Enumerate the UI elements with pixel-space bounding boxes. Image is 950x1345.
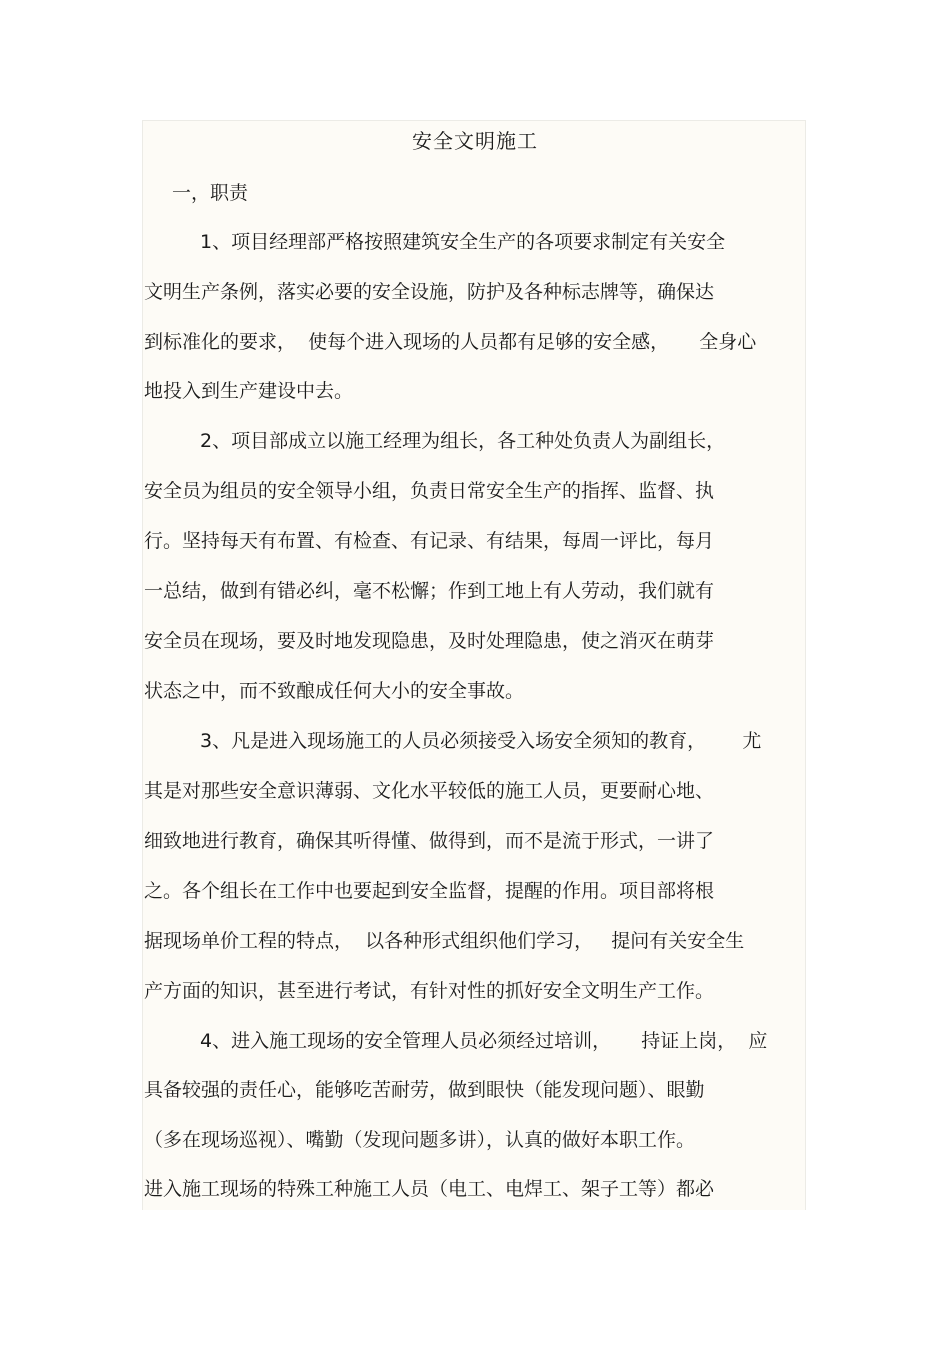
paragraph-line: 据现场单价工程的特点， 以各种形式组织他们学习， 提问有关安全生	[144, 930, 745, 952]
paragraph-line: 状态之中，而不致酿成任何大小的安全事故。	[144, 680, 525, 702]
paragraph-line: 到标准化的要求， 使每个进入现场的人员都有足够的安全感， 全身心	[144, 331, 757, 353]
paragraph-line: 2、项目部成立以施工经理为组长，各工种处负责人为副组长，	[200, 430, 726, 452]
paragraph-line: 4、进入施工现场的安全管理人员必须经过培训， 持证上岗， 应	[200, 1030, 768, 1052]
paragraph-line: 1、项目经理部严格按照建筑安全生产的各项要求制定有关安全	[200, 231, 726, 253]
paragraph-line: 一总结，做到有错必纠，毫不松懈；作到工地上有人劳动，我们就有	[144, 580, 715, 602]
paragraph-line: 产方面的知识，甚至进行考试，有针对性的抓好安全文明生产工作。	[144, 980, 715, 1002]
paragraph-line: 地投入到生产建设中去。	[144, 380, 354, 402]
paragraph-line: 行。坚持每天有布置、有检查、有记录、有结果，每周一评比，每月	[144, 530, 715, 552]
paragraph-line: （多在现场巡视）、嘴勤（发现问题多讲），认真的做好本职工作。	[144, 1129, 696, 1151]
document-title: 安全文明施工	[412, 129, 538, 153]
paragraph-line: 其是对那些安全意识薄弱、文化水平较低的施工人员，更要耐心地、	[144, 780, 715, 802]
paragraph-line: 之。各个组长在工作中也要起到安全监督，提醒的作用。项目部将根	[144, 880, 715, 902]
paragraph-line: 细致地进行教育，确保其听得懂、做得到，而不是流于形式，一讲了	[144, 830, 715, 852]
paragraph-line: 文明生产条例，落实必要的安全设施，防护及各种标志牌等，确保达	[144, 281, 715, 303]
paragraph-line: 进入施工现场的特殊工种施工人员（电工、电焊工、架子工等）都必	[144, 1178, 715, 1200]
paragraph-line: 具备较强的责任心，能够吃苦耐劳，做到眼快（能发现问题）、眼勤	[144, 1079, 705, 1101]
section-heading: 一，职责	[172, 182, 249, 204]
paragraph-line: 安全员在现场，要及时地发现隐患，及时处理隐患，使之消灭在萌芽	[144, 630, 715, 652]
paragraph-line: 3、凡是进入现场施工的人员必须接受入场安全须知的教育， 尤	[200, 730, 762, 752]
paragraph-line: 安全员为组员的安全领导小组，负责日常安全生产的指挥、监督、执	[144, 480, 715, 502]
